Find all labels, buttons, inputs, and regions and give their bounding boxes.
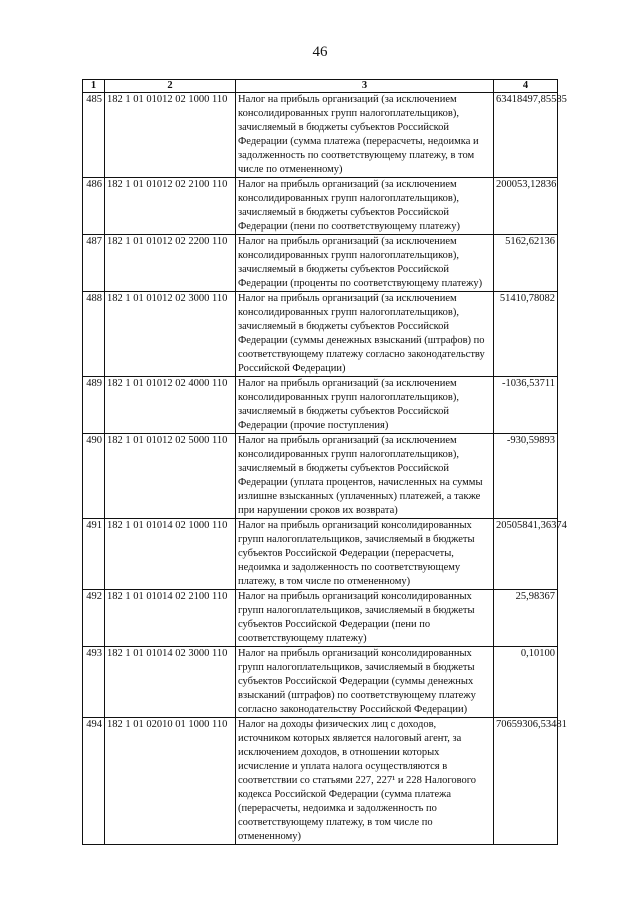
header-row (83, 80, 558, 93)
table-row (83, 590, 558, 647)
revenue-name: Налог на прибыль организаций (за исключением консолидированных групп налогоплательщиков), зачисляемый в бюджеты субъектов Российской Федерации (проценты по соответствующему платежу) (236, 235, 494, 292)
column-header-3: 3 (236, 80, 494, 93)
amount: 0,10100 (494, 647, 558, 718)
budget-code: 182 1 01 01012 02 2200 110 (105, 235, 236, 292)
table-row (83, 647, 558, 718)
revenue-name: Налог на прибыль организаций консолидированных групп налогоплательщиков, зачисляемый в бюджеты субъектов Российской Федерации (перерасчеты, недоимка и задолженность по соответствующему платежу, в том числе по отмененному) (236, 519, 494, 590)
budget-code: 182 1 01 01012 02 4000 110 (105, 377, 236, 434)
page-number: 46 (312, 44, 328, 60)
amount: 70659306,53481 (494, 718, 558, 845)
column-header-4: 4 (494, 80, 558, 93)
revenue-name: Налог на прибыль организаций (за исключением консолидированных групп налогоплательщиков), зачисляемый в бюджеты субъектов Российской Федерации (пени по соответствующему платежу) (236, 178, 494, 235)
budget-code: 182 1 01 01014 02 3000 110 (105, 647, 236, 718)
row-number: 486 (83, 178, 105, 235)
budget-code: 182 1 01 01012 02 2100 110 (105, 178, 236, 235)
revenue-name: Налог на прибыль организаций консолидированных групп налогоплательщиков, зачисляемый в бюджеты субъектов Российской Федерации (пени по соответствующему платежу) (236, 590, 494, 647)
budget-code: 182 1 01 01012 02 3000 110 (105, 292, 236, 377)
revenue-name: Налог на прибыль организаций (за исключением консолидированных групп налогоплательщиков), зачисляемый в бюджеты субъектов Российской Федерации (уплата процентов, начисленных на суммы излишне взысканных (уплаченных) платежей, а также при нарушении сроков их возврата) (236, 434, 494, 519)
row-number: 494 (83, 718, 105, 845)
column-header-1: 1 (83, 80, 105, 93)
amount: 20505841,36374 (494, 519, 558, 590)
table-row (83, 718, 558, 845)
row-number: 487 (83, 235, 105, 292)
revenue-name: Налог на прибыль организаций (за исключением консолидированных групп налогоплательщиков), зачисляемый в бюджеты субъектов Российской Федерации (прочие поступления) (236, 377, 494, 434)
table-body (83, 93, 567, 845)
row-number: 490 (83, 434, 105, 519)
row-number: 489 (83, 377, 105, 434)
revenue-name: Налог на прибыль организаций консолидированных групп налогоплательщиков, зачисляемый в бюджеты субъектов Российской Федерации (суммы денежных взысканий (штрафов) по соответствующему платежу согласно законодательству Российской Федерации) (236, 647, 494, 718)
amount: 5162,62136 (494, 235, 558, 292)
revenue-name: Налог на доходы физических лиц с доходов, источником которых является налоговый агент, за исключением доходов, в отношении которых исчисление и уплата налога осуществляются в соответствии со статьями 227, 227¹ и 228 Налогового кодекса Российской Федерации (сумма платежа (перерасчеты, недоимка и задолженность по соответствующему платежу, в том числе по отмененному) (236, 718, 494, 845)
amount: 63418497,85585 (494, 93, 558, 178)
amount: -1036,53711 (494, 377, 558, 434)
amount: 25,98367 (494, 590, 558, 647)
budget-code: 182 1 01 01012 02 5000 110 (105, 434, 236, 519)
budget-code: 182 1 01 01014 02 2100 110 (105, 590, 236, 647)
budget-code: 182 1 01 02010 01 1000 110 (105, 718, 236, 845)
row-number: 492 (83, 590, 105, 647)
column-header-2: 2 (105, 80, 236, 93)
row-number: 491 (83, 519, 105, 590)
table-row (83, 377, 558, 434)
table-row (83, 93, 558, 178)
revenue-name: Налог на прибыль организаций (за исключением консолидированных групп налогоплательщиков), зачисляемый в бюджеты субъектов Российской Федерации (сумма платежа (перерасчеты, недоимка и задолженность по соответствующему платежу, в том числе по отмененному) (236, 93, 494, 178)
amount: 200053,12836 (494, 178, 558, 235)
amount: 51410,78082 (494, 292, 558, 377)
table-row (83, 434, 558, 519)
row-number: 493 (83, 647, 105, 718)
table-row (83, 178, 558, 235)
table-row (83, 235, 558, 292)
revenue-name: Налог на прибыль организаций (за исключением консолидированных групп налогоплательщиков), зачисляемый в бюджеты субъектов Российской Федерации (суммы денежных взысканий (штрафов) по соответствующему платежу согласно законодательству Российской Федерации) (236, 292, 494, 377)
row-number: 488 (83, 292, 105, 377)
amount: -930,59893 (494, 434, 558, 519)
table-header (83, 80, 558, 93)
revenue-table (82, 79, 567, 845)
budget-code: 182 1 01 01014 02 1000 110 (105, 519, 236, 590)
table-row (83, 292, 558, 377)
table-row (83, 519, 558, 590)
row-number: 485 (83, 93, 105, 178)
budget-code: 182 1 01 01012 02 1000 110 (105, 93, 236, 178)
